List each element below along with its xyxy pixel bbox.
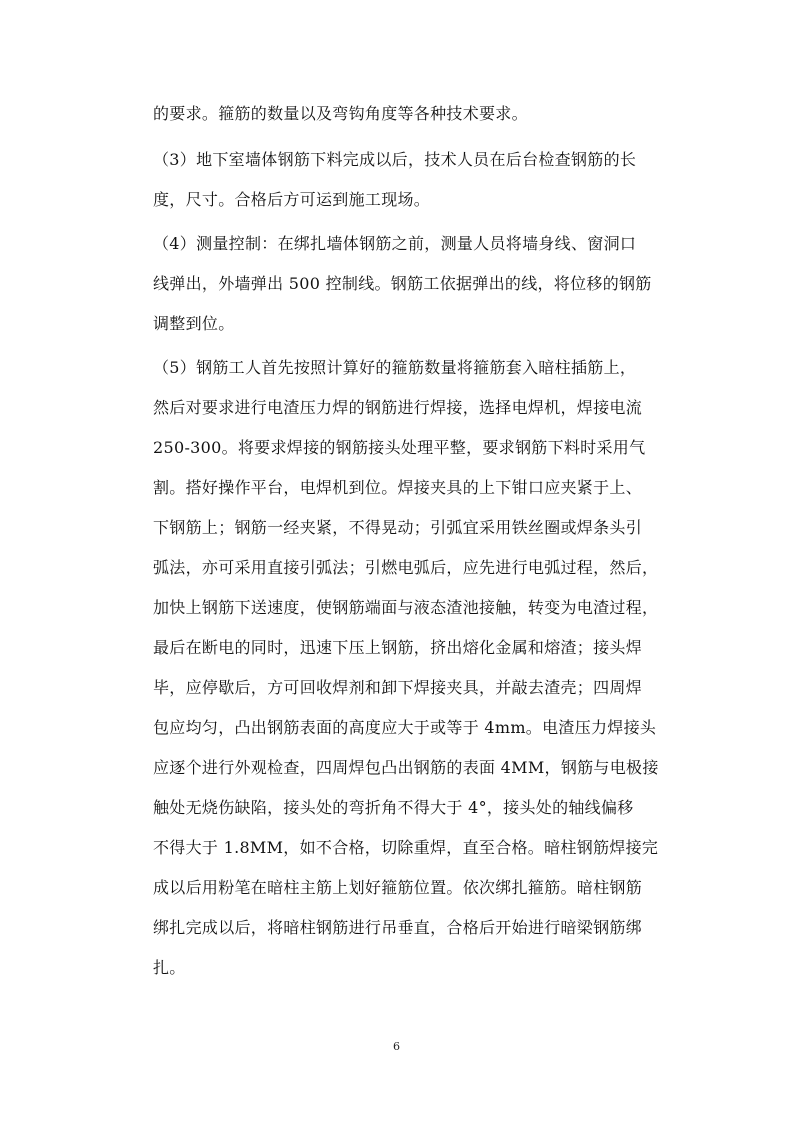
text-line: 成以后用粉笔在暗柱主筋上划好箍筋位置。依次绑扎箍筋。暗柱钢筋 [153,878,643,897]
text-line: （4）测量控制：在绑扎墙体钢筋之前，测量人员将墙身线、窗洞口 [153,234,637,253]
text-line: 的要求。箍筋的数量以及弯钩角度等各种技术要求。 [153,104,528,123]
text-line: 触处无烧伤缺陷，接头处的弯折角不得大于 4°，接头处的轴线偏移 [153,798,634,817]
text-line: 毕，应停歇后，方可回收焊剂和卸下焊接夹具，并敲去渣壳；四周焊 [153,678,643,697]
text-line: （3）地下室墙体钢筋下料完成以后，技术人员在后台检查钢筋的长 [153,150,637,169]
text-line: 不得大于 1.8MM，如不合格，切除重焊，直至合格。暗柱钢筋焊接完 [153,838,659,857]
text-line: 250-300。将要求焊接的钢筋接头处理平整，要求钢筋下料时采用气 [153,438,646,457]
text-line: （5）钢筋工人首先按照计算好的箍筋数量将箍筋套入暗柱插筋上， [153,358,637,377]
text-line: 应逐个进行外观检查，四周焊包凸出钢筋的表面 4MM，钢筋与电极接 [153,758,659,777]
text-line: 下钢筋上；钢筋一经夹紧，不得晃动；引弧宜采用铁丝圈或焊条头引 [153,518,643,537]
text-line: 最后在断电的同时，迅速下压上钢筋，挤出熔化金属和熔渣；接头焊 [153,638,643,657]
text-line: 绑扎完成以后，将暗柱钢筋进行吊垂直，合格后开始进行暗梁钢筋绑 [153,918,643,937]
text-line: 包应均匀，凸出钢筋表面的高度应大于或等于 4mm。电渣压力焊接头 [153,718,657,737]
text-line: 度，尺寸。合格后方可运到施工现场。 [153,190,431,209]
text-line: 然后对要求进行电渣压力焊的钢筋进行焊接，选择电焊机，焊接电流 [153,398,643,417]
text-line: 线弹出，外墙弹出 500 控制线。钢筋工依据弹出的线，将位移的钢筋 [153,274,652,293]
text-line: 弧法，亦可采用直接引弧法；引燃电弧后，应先进行电弧过程，然后， [153,558,659,577]
text-line: 加快上钢筋下送速度，使钢筋端面与液态渣池接触，转变为电渣过程， [153,598,659,617]
text-line: 调整到位。 [153,314,235,333]
text-line: 割。搭好操作平台，电焊机到位。焊接夹具的上下钳口应夹紧于上、 [153,478,643,497]
text-line: 扎。 [153,958,186,977]
page-number: 6 [393,1040,400,1053]
